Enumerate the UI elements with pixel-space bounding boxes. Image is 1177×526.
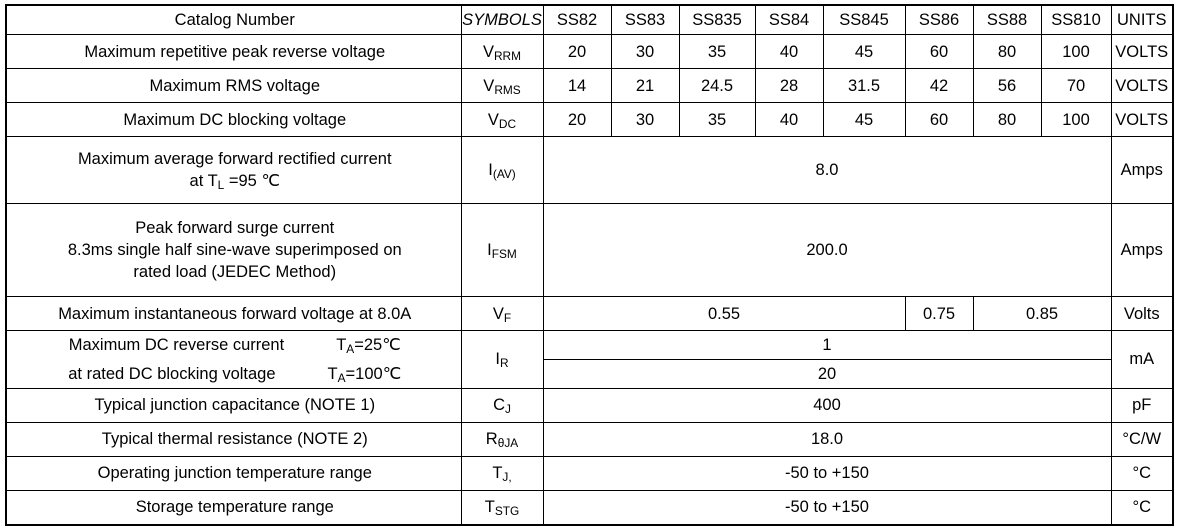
- value-vrms-ss83: 21: [611, 69, 679, 103]
- value-ifsm-all: 200.0: [543, 204, 1111, 297]
- table-header-row: [6, 5, 1173, 35]
- param-iav: [6, 137, 461, 204]
- param-rthja: Typical thermal resistance (NOTE 2): [6, 422, 461, 456]
- value-vf-group2: 0.75: [905, 297, 973, 331]
- value-vf-group3: 0.85: [973, 297, 1111, 331]
- value-vrms-ss835: 24.5: [679, 69, 755, 103]
- value-vrms-ss82: 14: [543, 69, 611, 103]
- symbol-vrms: $V_{RMS}$: [461, 69, 543, 103]
- units-iav: Amps: [1111, 137, 1173, 204]
- value-tj-all: -50 to +150: [543, 456, 1111, 490]
- param-ifsm-line2: 8.3ms single half sine-wave superimposed on: [67, 241, 402, 260]
- datasheet-ratings-table-page: [0, 4, 1177, 519]
- table-row: [6, 69, 1173, 103]
- value-vdc-ss86: 60: [905, 103, 973, 137]
- param-cj: Typical junction capacitance (NOTE 1): [6, 388, 461, 422]
- value-vdc-ss82: 20: [543, 103, 611, 137]
- header-part-ss83: SS83: [611, 5, 679, 35]
- header-catalog-number: Catalog Number: [6, 5, 461, 35]
- value-vdc-ss88: 80: [973, 103, 1041, 137]
- table-row: [6, 297, 1173, 331]
- table-row: [6, 331, 1173, 360]
- value-tstg-all: -50 to +150: [543, 490, 1111, 525]
- units-cj: pF: [1111, 388, 1173, 422]
- table-row: [6, 103, 1173, 137]
- units-ir: mA: [1111, 331, 1173, 389]
- header-part-ss86: SS86: [905, 5, 973, 35]
- param-vrrm: Maximum repetitive peak reverse voltage: [6, 35, 461, 69]
- param-ir-line1: Maximum DC reverse current $T_A=25℃$: [6, 331, 461, 360]
- param-iav-line1: Maximum average forward rectified current: [77, 150, 392, 168]
- symbol-tj: $T_{J,}$: [461, 456, 543, 490]
- electrical-characteristics-table: [5, 4, 1174, 526]
- value-vf-group1: 0.55: [543, 297, 905, 331]
- value-vrrm-ss86: 60: [905, 35, 973, 69]
- table-row: [6, 137, 1173, 204]
- param-tstg: Storage temperature range: [6, 490, 461, 525]
- value-vrms-ss84: 28: [755, 69, 823, 103]
- value-vrms-ss810: 70: [1041, 69, 1111, 103]
- value-ir-100c: 20: [543, 360, 1111, 389]
- value-vrrm-ss83: 30: [611, 35, 679, 69]
- value-vdc-ss810: 100: [1041, 103, 1111, 137]
- header-part-ss845: SS845: [823, 5, 905, 35]
- header-units: UNITS: [1111, 5, 1173, 35]
- param-tj: Operating junction temperature range: [6, 456, 461, 490]
- value-vdc-ss835: 35: [679, 103, 755, 137]
- units-ifsm: Amps: [1111, 204, 1173, 297]
- param-ifsm-line3: rated load (JEDEC Method): [133, 263, 337, 282]
- param-ifsm-line1: Peak forward surge current: [135, 218, 335, 237]
- symbol-iav: $I_{(AV)}$: [461, 137, 543, 204]
- units-rthja: °C/W: [1111, 422, 1173, 456]
- header-part-ss835: SS835: [679, 5, 755, 35]
- header-part-ss88: SS88: [973, 5, 1041, 35]
- table-row: [6, 388, 1173, 422]
- symbol-tstg: $T_{STG}$: [461, 490, 543, 525]
- symbol-cj: $C_J$: [461, 388, 543, 422]
- param-ifsm: [6, 204, 461, 297]
- param-vf: Maximum instantaneous forward voltage at 8.0A: [6, 297, 461, 331]
- units-vdc: VOLTS: [1111, 103, 1173, 137]
- units-tstg: °C: [1111, 490, 1173, 525]
- table-row: [6, 360, 1173, 389]
- value-vrrm-ss82: 20: [543, 35, 611, 69]
- value-vrms-ss88: 56: [973, 69, 1041, 103]
- units-vrms: VOLTS: [1111, 69, 1173, 103]
- table-row: [6, 204, 1173, 297]
- value-vdc-ss845: 45: [823, 103, 905, 137]
- value-vrrm-ss88: 80: [973, 35, 1041, 69]
- header-part-ss82: SS82: [543, 5, 611, 35]
- value-rthja-all: 18.0: [543, 422, 1111, 456]
- symbol-vdc: $V_{DC}$: [461, 103, 543, 137]
- param-iav-line2: at $T_L =95$ ℃: [189, 172, 280, 193]
- value-vdc-ss83: 30: [611, 103, 679, 137]
- table-row: [6, 490, 1173, 525]
- value-cj-all: 400: [543, 388, 1111, 422]
- value-vrms-ss845: 31.5: [823, 69, 905, 103]
- param-ir-line2: at rated DC blocking voltage $T_A=100℃$: [6, 360, 461, 389]
- value-vrrm-ss845: 45: [823, 35, 905, 69]
- header-part-ss810: SS810: [1041, 5, 1111, 35]
- symbol-ir: $I_R$: [461, 331, 543, 389]
- units-vf: Volts: [1111, 297, 1173, 331]
- header-symbols: SYMBOLS: [461, 5, 543, 35]
- symbol-vrrm: $V_{RRM}$: [461, 35, 543, 69]
- value-ir-25c: 1: [543, 331, 1111, 360]
- units-tj: °C: [1111, 456, 1173, 490]
- value-iav-all: 8.0: [543, 137, 1111, 204]
- symbol-vf: $V_F$: [461, 297, 543, 331]
- symbol-ifsm: $I_{FSM}$: [461, 204, 543, 297]
- table-row: [6, 422, 1173, 456]
- value-vrrm-ss810: 100: [1041, 35, 1111, 69]
- header-part-ss84: SS84: [755, 5, 823, 35]
- param-vrms: Maximum RMS voltage: [6, 69, 461, 103]
- value-vdc-ss84: 40: [755, 103, 823, 137]
- value-vrrm-ss84: 40: [755, 35, 823, 69]
- symbol-rthja: $R_{\theta JA}$: [461, 422, 543, 456]
- units-vrrm: VOLTS: [1111, 35, 1173, 69]
- table-row: [6, 35, 1173, 69]
- value-vrrm-ss835: 35: [679, 35, 755, 69]
- value-vrms-ss86: 42: [905, 69, 973, 103]
- param-vdc: Maximum DC blocking voltage: [6, 103, 461, 137]
- table-row: [6, 456, 1173, 490]
